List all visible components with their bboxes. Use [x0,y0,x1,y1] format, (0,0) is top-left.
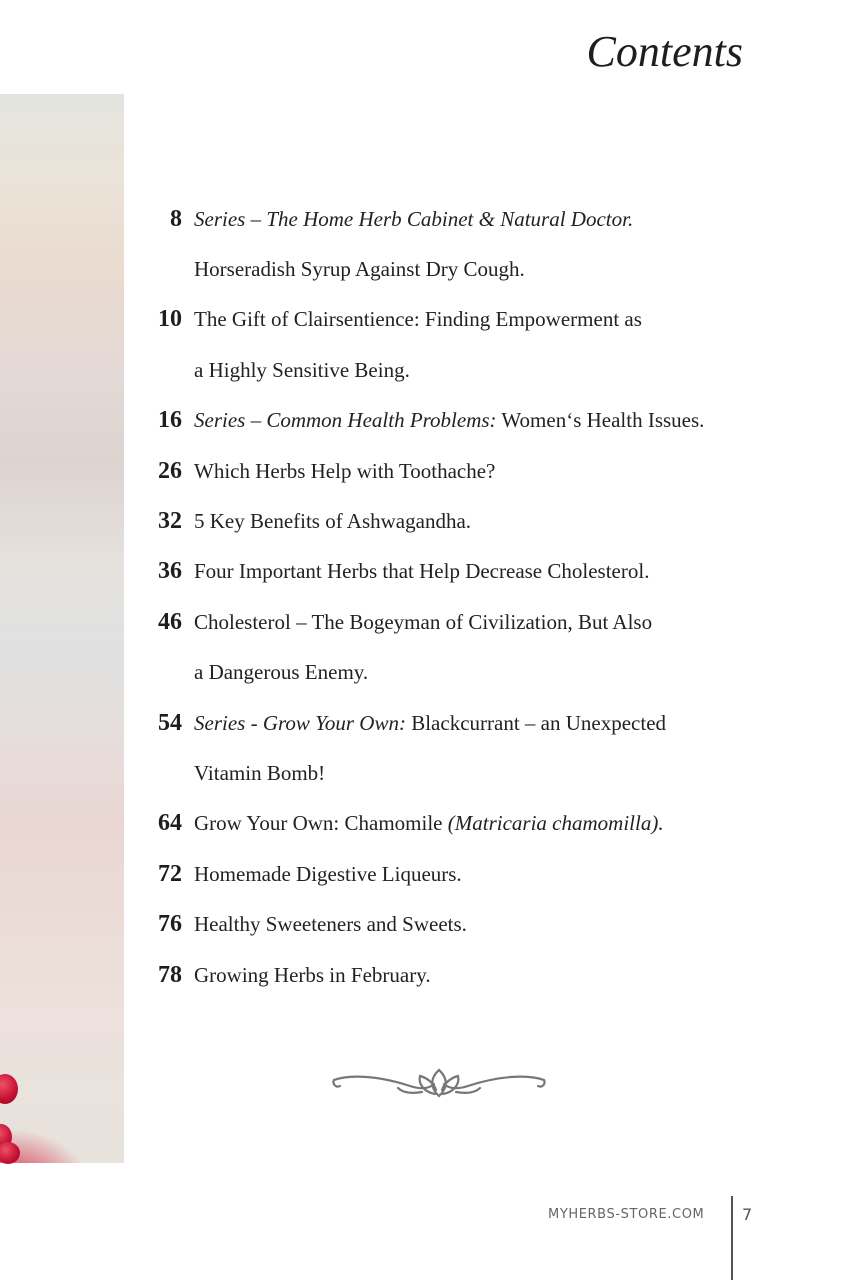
toc-line [150,698,790,748]
toc-page-number: 54 [158,709,182,736]
toc-line [150,345,790,395]
toc-line [150,496,790,546]
toc-entry[interactable] [150,849,790,899]
toc-line [150,244,790,294]
toc-line [150,950,790,1000]
toc-entry[interactable] [150,396,790,446]
table-of-contents [150,194,790,1000]
toc-entry[interactable] [150,547,790,597]
toc-line [150,748,790,798]
toc-page-number: 64 [158,810,182,837]
page-title: Contents [586,27,743,76]
toc-title-segment: Healthy Sweeteners and Sweets. [194,912,467,937]
toc-title-segment: Vitamin Bomb! [194,760,326,785]
toc-title [194,408,704,433]
toc-entry[interactable] [150,295,790,396]
toc-title [194,811,664,836]
toc-title [194,862,462,887]
toc-title [194,307,642,332]
toc-title [194,459,495,484]
toc-line [150,799,790,849]
toc-title [194,509,471,534]
toc-title [194,358,410,383]
page-number: 7 [742,1205,753,1224]
toc-title-segment: a Dangerous Enemy. [194,660,369,685]
toc-entry[interactable] [150,899,790,949]
toc-title [194,660,368,685]
toc-title-italic-segment: Series – The Home Herb Cabinet & Natural Doctor. [194,206,634,231]
toc-title-italic-segment: (Matricaria chamomilla). [447,811,664,836]
berry [0,1142,20,1164]
berry [0,1074,18,1104]
toc-title-segment: Women‘s Health Issues. [496,408,705,433]
toc-page-number: 10 [158,306,182,333]
toc-title [194,207,633,232]
toc-line [150,194,790,244]
toc-entry[interactable] [150,496,790,546]
toc-entry[interactable] [150,799,790,849]
toc-title-italic-segment: Series – Common Health Problems: [194,408,497,433]
toc-title [194,610,652,635]
toc-entry[interactable] [150,698,790,799]
toc-title-segment: Which Herbs Help with Toothache? [194,458,496,483]
toc-title-segment: Cholesterol – The Bogeyman of Civilization, But Also [194,609,653,634]
toc-line [150,295,790,345]
toc-title-segment: Homemade Digestive Liqueurs. [194,861,462,886]
footer-divider [731,1196,733,1280]
toc-line [150,396,790,446]
toc-title-segment: Growing Herbs in February. [194,962,431,987]
toc-page-number: 46 [158,608,182,635]
cover-photo-strip [0,94,124,1163]
toc-page-number: 78 [158,961,182,988]
toc-page-number: 36 [158,558,182,585]
toc-entry[interactable] [150,194,790,295]
toc-title [194,257,525,282]
toc-page-number: 8 [170,205,182,232]
toc-title-italic-segment: Series - Grow Your Own: [194,710,406,735]
toc-title-segment: The Gift of Clairsentience: Finding Empowerment as [194,307,642,332]
toc-line [150,648,790,698]
toc-page-number: 32 [158,508,182,535]
toc-line [150,849,790,899]
toc-entry[interactable] [150,950,790,1000]
flourish-lotus-icon [330,1066,548,1104]
toc-page-number: 16 [158,407,182,434]
toc-page-number: 76 [158,911,182,938]
toc-title [194,761,325,786]
toc-entry[interactable] [150,597,790,698]
toc-line [150,597,790,647]
toc-title-segment: a Highly Sensitive Being. [194,357,410,382]
toc-line [150,899,790,949]
toc-page-number: 26 [158,457,182,484]
toc-title [194,559,649,584]
toc-entry[interactable] [150,446,790,496]
toc-title [194,912,467,937]
toc-title-segment: Four Important Herbs that Help Decrease Cholesterol. [194,559,650,584]
toc-page-number: 72 [158,860,182,887]
toc-title [194,963,431,988]
toc-title [194,711,666,736]
footer-website: MYHERBS-STORE.COM [548,1207,705,1222]
toc-title-segment: 5 Key Benefits of Ashwagandha. [194,509,472,534]
toc-line [150,547,790,597]
toc-title-segment: Grow Your Own: Chamomile [194,811,448,836]
toc-title-segment: Horseradish Syrup Against Dry Cough. [194,257,525,282]
toc-title-segment: Blackcurrant – an Unexpected [405,710,667,735]
toc-line [150,446,790,496]
